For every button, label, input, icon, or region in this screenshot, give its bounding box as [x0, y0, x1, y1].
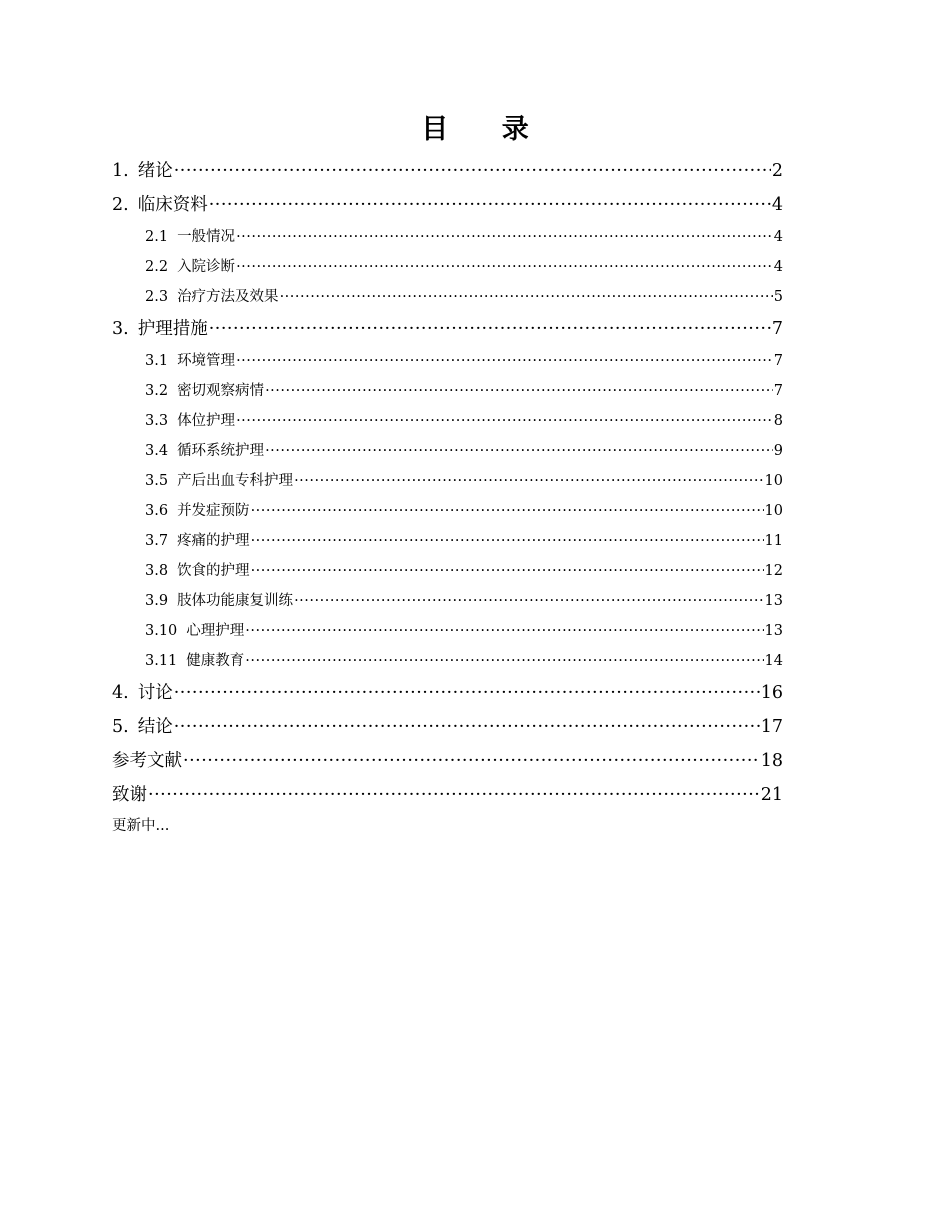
toc-entry-page-number: 10	[764, 503, 783, 519]
toc-entry-label: 循环系统护理	[177, 443, 265, 459]
toc-entry-label: 环境管理	[177, 353, 236, 369]
toc-entry-label: 心理护理	[186, 623, 245, 639]
toc-entry-page-number: 18	[760, 751, 783, 771]
toc-entry[interactable]	[112, 312, 783, 346]
toc-entry-page-number: 9	[773, 443, 783, 459]
toc-entry-number: 3.2	[145, 383, 169, 399]
toc-entry[interactable]	[112, 586, 783, 616]
toc-entry[interactable]	[112, 616, 783, 646]
dot-leader	[209, 188, 771, 222]
toc-entry-page-number: 4	[773, 229, 783, 245]
toc-entry[interactable]	[112, 744, 783, 778]
toc-entry[interactable]	[112, 556, 783, 586]
dot-leader	[265, 436, 773, 466]
toc-entry-number: 3.4	[145, 443, 169, 459]
dot-leader	[174, 154, 771, 188]
toc-entry-label: 一般情况	[177, 229, 236, 245]
toc-entry-page-number: 11	[764, 533, 783, 549]
dot-leader	[236, 222, 773, 252]
toc-entry[interactable]	[112, 436, 783, 466]
toc-entry-page-number: 5	[773, 289, 783, 305]
toc-entry-page-number: 7	[771, 319, 783, 339]
toc-entry[interactable]	[112, 526, 783, 556]
toc-entry[interactable]	[112, 154, 783, 188]
toc-entry-label: 饮食的护理	[177, 563, 250, 579]
dot-leader	[251, 526, 764, 556]
toc-entry-page-number: 17	[760, 717, 783, 737]
toc-entry-label: 产后出血专科护理	[177, 473, 294, 489]
dot-leader	[245, 646, 763, 676]
toc-entry-page-number: 7	[773, 383, 783, 399]
toc-entry-page-number: 2	[771, 161, 783, 181]
toc-entry-number: 5.	[112, 717, 129, 737]
dot-leader	[236, 252, 773, 282]
dot-leader	[174, 676, 760, 710]
toc-entry-number: 3.1	[145, 353, 169, 369]
dot-leader	[236, 406, 773, 436]
dot-leader	[209, 312, 771, 346]
toc-entry-label: 护理措施	[137, 319, 208, 339]
toc-entry[interactable]	[112, 496, 783, 526]
toc-entry[interactable]	[112, 252, 783, 282]
toc-entry[interactable]	[112, 346, 783, 376]
toc-entry-label: 疼痛的护理	[177, 533, 250, 549]
toc-entry-number: 4.	[112, 683, 129, 703]
toc-entry-number: 2.2	[145, 259, 169, 275]
toc-entry-label: 健康教育	[186, 653, 245, 669]
dot-leader	[265, 376, 773, 406]
toc-entry[interactable]	[112, 778, 783, 812]
toc-entry[interactable]	[112, 188, 783, 222]
dot-leader	[251, 496, 764, 526]
toc-entry-page-number: 14	[764, 653, 783, 669]
update-note: 更新中...	[112, 818, 170, 834]
toc-entry-number: 2.	[112, 195, 129, 215]
toc-entry[interactable]	[112, 466, 783, 496]
toc-entry-page-number: 4	[771, 195, 783, 215]
toc-entry[interactable]	[112, 406, 783, 436]
toc-entry-label: 绪论	[137, 161, 173, 181]
dot-leader	[236, 346, 773, 376]
toc-entry-page-number: 16	[760, 683, 783, 703]
toc-entry-page-number: 13	[764, 623, 783, 639]
toc-entry-number: 3.8	[145, 563, 169, 579]
toc-entry-page-number: 4	[773, 259, 783, 275]
toc-entry-label: 体位护理	[177, 413, 236, 429]
toc-entry-number: 3.9	[145, 593, 169, 609]
toc-entry[interactable]	[112, 646, 783, 676]
toc-entry-label: 治疗方法及效果	[177, 289, 279, 305]
toc-entry[interactable]	[112, 376, 783, 406]
toc-entry[interactable]	[112, 282, 783, 312]
toc-entry[interactable]	[112, 710, 783, 744]
toc-entry-label: 讨论	[137, 683, 173, 703]
toc-entry-label: 参考文献	[112, 751, 182, 771]
toc-entry-number: 3.7	[145, 533, 169, 549]
toc-entry-number: 1.	[112, 161, 129, 181]
toc-entry-number: 3.3	[145, 413, 169, 429]
toc-entry-label: 密切观察病情	[177, 383, 265, 399]
toc-entry-label: 入院诊断	[177, 259, 236, 275]
dot-leader	[280, 282, 773, 312]
toc-entry[interactable]	[112, 222, 783, 252]
toc-entry-label: 临床资料	[137, 195, 208, 215]
toc-entry[interactable]	[112, 676, 783, 710]
table-of-contents	[112, 154, 783, 812]
dot-leader	[174, 710, 760, 744]
toc-entry-label: 结论	[137, 717, 173, 737]
toc-entry-number: 3.11	[145, 653, 178, 669]
toc-entry-page-number: 8	[773, 413, 783, 429]
dot-leader	[294, 586, 763, 616]
toc-entry-page-number: 12	[764, 563, 783, 579]
dot-leader	[148, 778, 760, 812]
dot-leader	[294, 466, 763, 496]
toc-entry-number: 3.6	[145, 503, 169, 519]
toc-entry-number: 3.10	[145, 623, 178, 639]
dot-leader	[245, 616, 763, 646]
toc-entry-number: 2.1	[145, 229, 169, 245]
toc-entry-page-number: 13	[764, 593, 783, 609]
toc-entry-page-number: 21	[760, 785, 783, 805]
toc-entry-number: 3.5	[145, 473, 169, 489]
toc-entry-label: 致谢	[112, 785, 147, 805]
toc-entry-number: 3.	[112, 319, 129, 339]
dot-leader	[183, 744, 760, 778]
toc-entry-page-number: 7	[773, 353, 783, 369]
toc-entry-number: 2.3	[145, 289, 169, 305]
page-title: 目 录	[421, 114, 551, 145]
toc-entry-label: 肢体功能康复训练	[177, 593, 294, 609]
toc-entry-page-number: 10	[764, 473, 783, 489]
dot-leader	[251, 556, 764, 586]
toc-entry-label: 并发症预防	[177, 503, 250, 519]
